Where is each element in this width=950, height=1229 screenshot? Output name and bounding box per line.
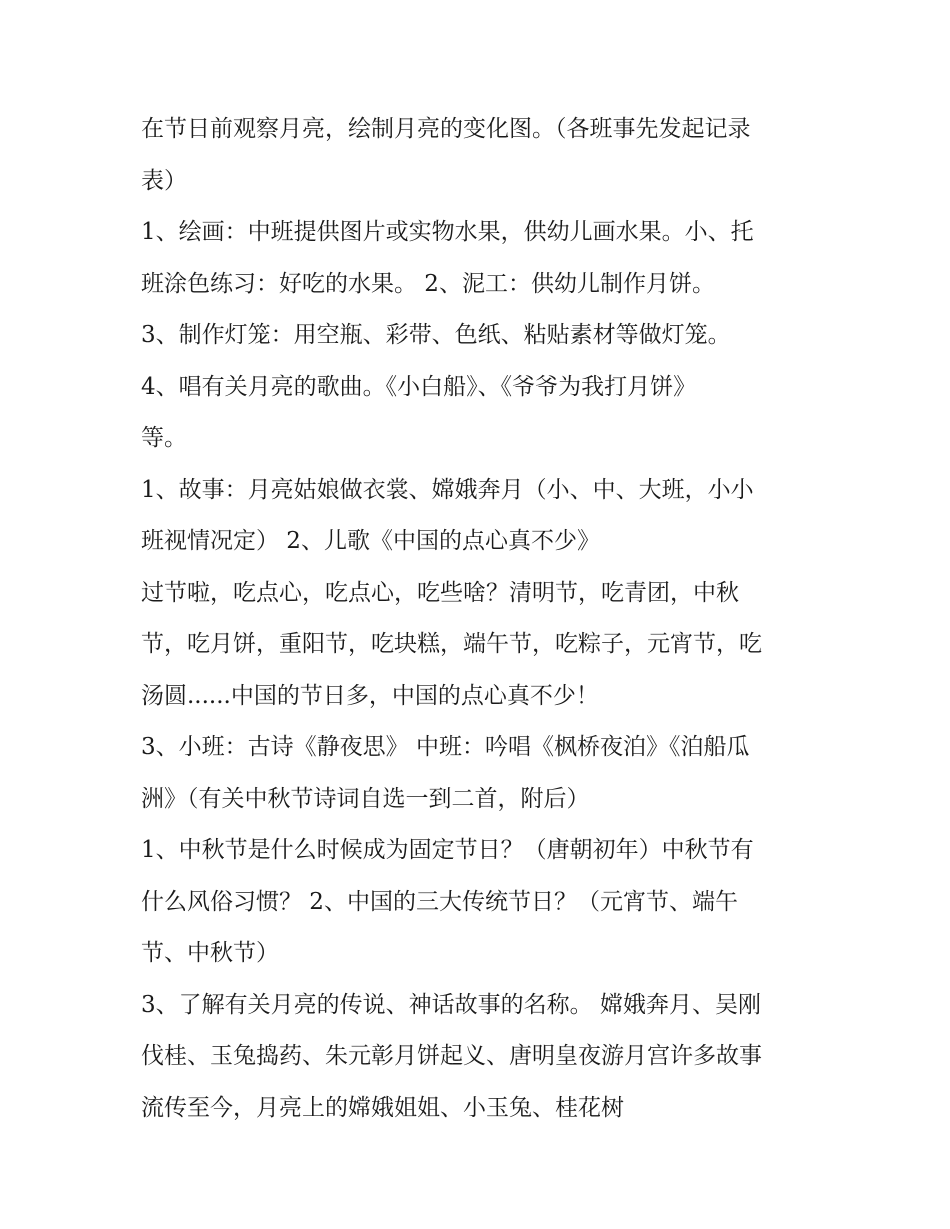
text-line: 在节日前观察月亮，绘制月亮的变化图。（各班事先发起记录 xyxy=(141,116,751,142)
document-body xyxy=(141,104,821,1134)
text-line: 汤圆......中国的节日多，中国的点心真不少！ xyxy=(141,682,599,709)
text-line: 伐桂、玉兔捣药、朱元彰月饼起义、唐明皇夜游月宫许多故事 xyxy=(141,1043,762,1069)
text-line: 节，吃月饼，重阳节，吃块糕，端午节，吃粽子，元宵节，吃 xyxy=(141,631,762,657)
text-line: 等。 xyxy=(141,425,187,451)
text-line: 班涂色练习：好吃的水果。 2、泥工：供幼儿制作月饼。 xyxy=(141,270,715,297)
text-line: 什么风俗习惯？ 2、中国的三大传统节日？（元宵节、端午 xyxy=(141,888,738,915)
text-line: 班视情况定） 2、儿歌《中国的点心真不少》 xyxy=(141,528,600,554)
text-line: 3、了解有关月亮的传说、神话故事的名称。 嫦娥奔月、吴刚 xyxy=(141,991,761,1018)
text-line: 4、唱有关月亮的歌曲。《小白船》、《爷爷为我打月饼》 xyxy=(141,373,697,400)
text-line: 3、制作灯笼：用空瓶、彩带、色纸、粘贴素材等做灯笼。 xyxy=(141,322,731,348)
text-line: 1、中秋节是什么时候成为固定节日？（唐朝初年）中秋节有 xyxy=(141,837,754,863)
text-line: 1、绘画：中班提供图片或实物水果，供幼儿画水果。小、托 xyxy=(141,219,754,245)
text-line: 1、故事：月亮姑娘做衣裳、嫦娥奔月（小、中、大班，小小 xyxy=(141,476,754,503)
text-line: 3、小班：古诗《静夜思》 中班：吟唱《枫桥夜泊》《泊船瓜 xyxy=(141,734,750,760)
text-line: 节、中秋节） xyxy=(141,940,279,966)
text-line: 流传至今，月亮上的嫦娥姐姐、小玉兔、桂花树 xyxy=(141,1094,624,1121)
text-line: 表） xyxy=(141,167,187,194)
text-line: 过节啦，吃点心，吃点心，吃些啥？清明节，吃青团，中秋 xyxy=(141,579,739,606)
text-line: 洲》（有关中秋节诗词自选一到二首，附后） xyxy=(141,785,590,812)
